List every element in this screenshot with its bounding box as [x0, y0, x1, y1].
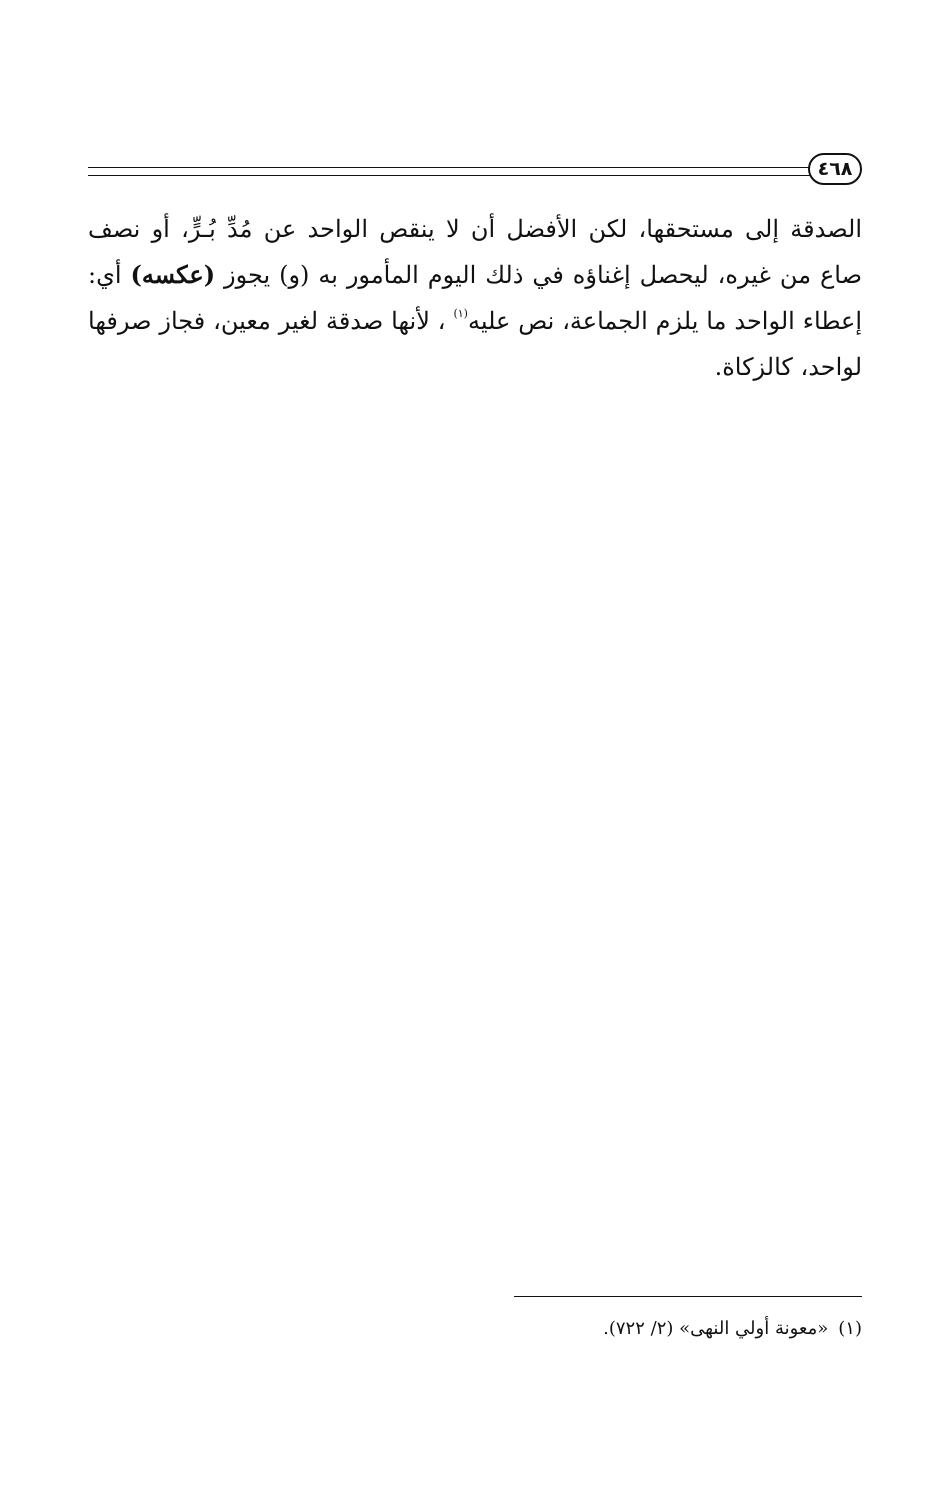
- footnote-separator: [514, 1296, 862, 1297]
- footnote-text: «معونة أولي النهى» (٢/ ٧٢٢).: [603, 1318, 829, 1339]
- footnote: [88, 1312, 862, 1346]
- footnote-reference[interactable]: (١): [453, 307, 468, 320]
- body-text-middle: أي: إعطاء الواحد ما يلزم الجماعة، نص عليه: [88, 261, 862, 335]
- body-text-end: ، لأنها صدقة لغير معين، فجاز صرفها لواحد، كالزكاة.: [88, 307, 862, 381]
- body-text-start: الصدقة إلى مستحقها، لكن الأفضل أن لا ينقص الواحد عن مُدِّ بُـرٍّ، أو نصف صاع من غيره، ليحصل إغناؤه في ذلك اليوم المأمور به (و) يجوز: [88, 215, 862, 289]
- header-rule: [88, 167, 810, 176]
- page-header: [88, 152, 862, 192]
- body-paragraph: [88, 206, 862, 390]
- page-number: ٤٦٨: [808, 153, 862, 185]
- bold-term: (عكسه): [130, 260, 216, 289]
- main-text: [88, 206, 862, 390]
- footnote-number: (١): [838, 1318, 862, 1339]
